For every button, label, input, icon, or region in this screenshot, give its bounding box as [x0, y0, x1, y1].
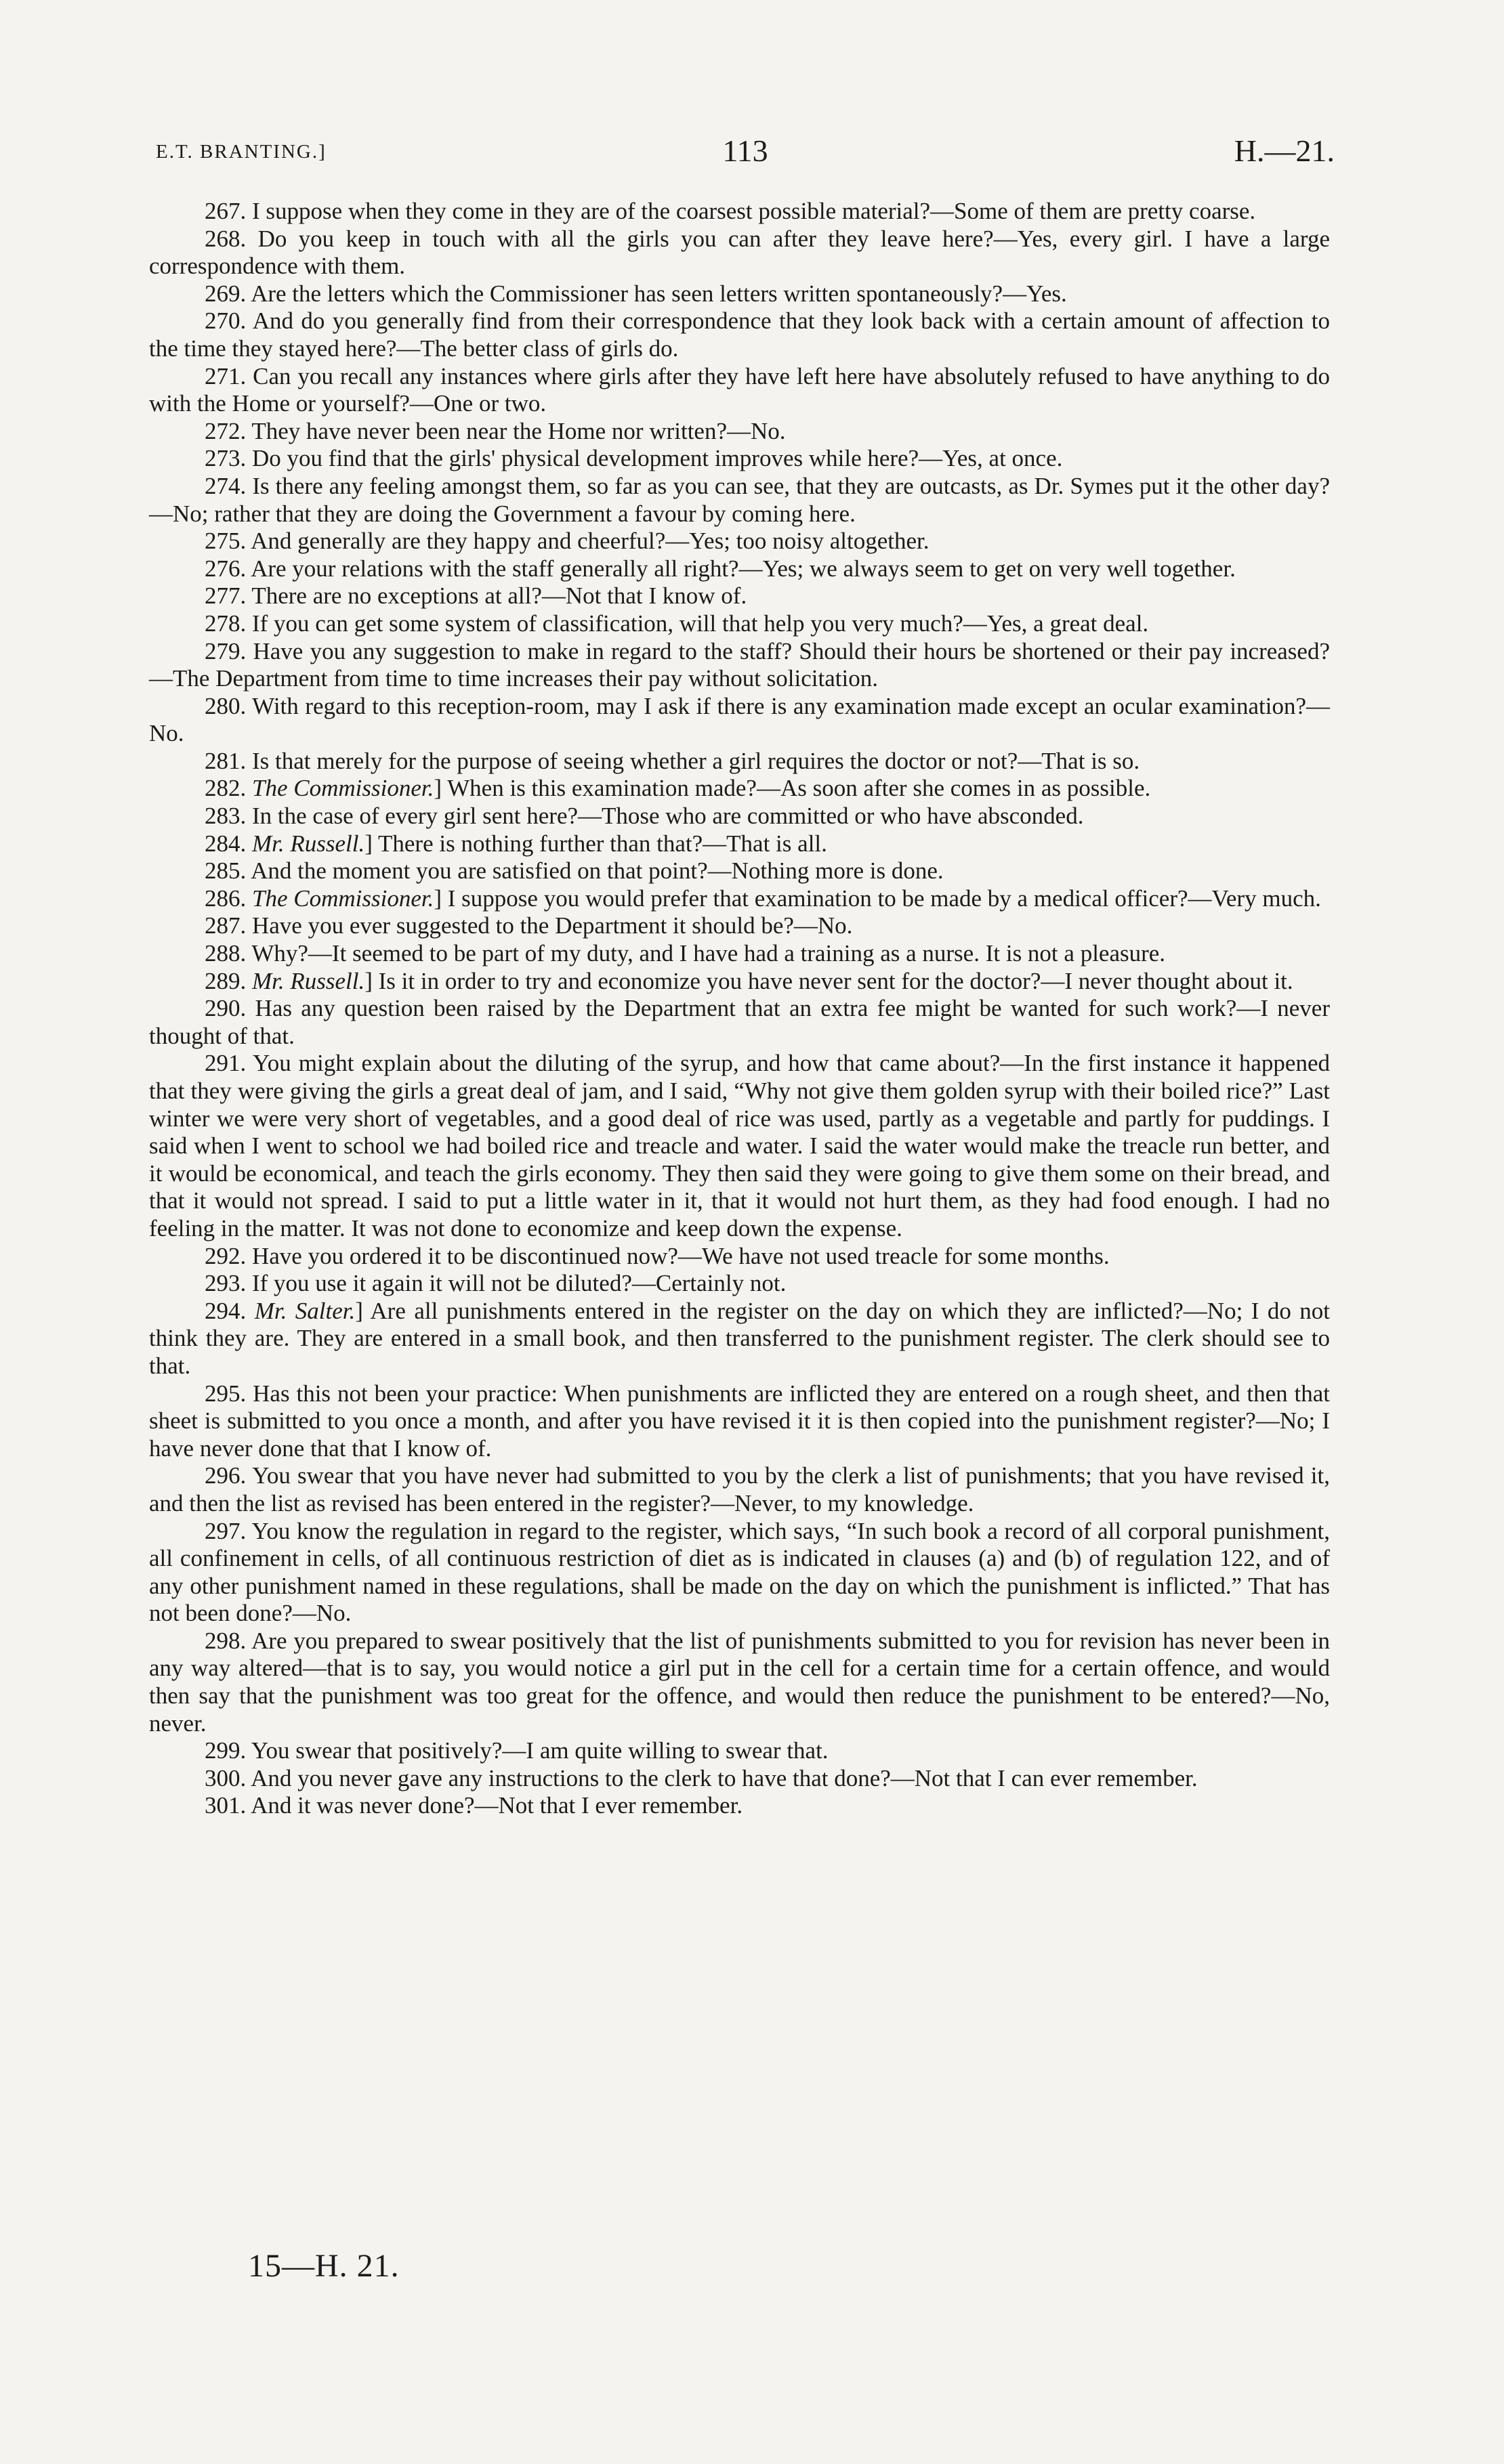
- testimony-paragraph: [149, 885, 1330, 913]
- testimony-paragraph: [149, 445, 1330, 473]
- testimony-paragraph: [149, 638, 1330, 693]
- paragraph-text: 280. With regard to this reception-room, may I ask if there is any examination made except an ocular examination?—No.: [149, 692, 1330, 747]
- paragraph-text: 292. Have you ordered it to be discontinued now?—We have not used treacle for some months.: [205, 1242, 1110, 1269]
- question-number: 294.: [205, 1297, 247, 1324]
- paragraph-text: 270. And do you generally find from their correspondence that they look back with a certain amount of affection to the time they stayed here?—The better class of girls do.: [149, 307, 1330, 362]
- testimony-paragraph: [149, 1243, 1330, 1271]
- paragraph-text: 287. Have you ever suggested to the Department it should be?—No.: [205, 912, 853, 939]
- paragraph-text: 269. Are the letters which the Commissioner has seen letters written spontaneously?—Yes.: [205, 280, 1067, 307]
- testimony-paragraph: [149, 830, 1330, 858]
- testimony-paragraph: [149, 857, 1330, 885]
- testimony-paragraph: [149, 226, 1330, 280]
- paragraph-text: 300. And you never gave any instructions to the clerk to have that done?—Not that I can ever remember.: [205, 1764, 1198, 1791]
- testimony-paragraph: [149, 528, 1330, 555]
- paragraph-text: 290. Has any question been raised by the Department that an extra fee might be wanted for such work?—I never thought of that.: [149, 995, 1330, 1049]
- testimony-paragraph: [149, 307, 1330, 362]
- testimony-paragraph: [149, 1050, 1330, 1242]
- question-number: 286.: [205, 885, 247, 912]
- sheet-signature: 15—H. 21.: [248, 2248, 400, 2284]
- speaker-name: The Commissioner.: [252, 775, 434, 802]
- testimony-paragraph: [149, 1518, 1330, 1628]
- testimony-paragraph: [149, 1298, 1330, 1380]
- testimony-paragraph: [149, 968, 1330, 996]
- testimony-paragraph: [149, 940, 1330, 968]
- testimony-body: [149, 198, 1330, 1820]
- paragraph-text: 274. Is there any feeling amongst them, so far as you can see, that they are outcasts, as Dr. Symes put it the other day?—No; rather that they are doing the Government a favour by coming here.: [149, 472, 1330, 527]
- paragraph-text: ] There is nothing further than that?—That is all.: [364, 830, 827, 857]
- speaker-name: Mr. Salter.: [254, 1297, 356, 1324]
- paragraph-text: 301. And it was never done?—Not that I ever remember.: [205, 1792, 743, 1819]
- testimony-paragraph: [149, 1462, 1330, 1517]
- testimony-paragraph: [149, 775, 1330, 803]
- testimony-paragraph: [149, 1765, 1330, 1793]
- paragraph-text: 296. You swear that you have never had submitted to you by the clerk a list of punishments; that you have revised it, and then the list as revised has been entered in the register?—Never, to my knowledge.: [149, 1462, 1330, 1516]
- paragraph-text: 273. Do you find that the girls' physical development improves while here?—Yes, at once.: [205, 445, 1063, 472]
- question-number: 289.: [205, 967, 247, 994]
- testimony-paragraph: [149, 803, 1330, 830]
- paragraph-text: 278. If you can get some system of classification, will that help you very much?—Yes, a great deal.: [205, 610, 1149, 637]
- testimony-paragraph: [149, 693, 1330, 748]
- testimony-paragraph: [149, 363, 1330, 418]
- paragraph-text: ] When is this examination made?—As soon after she comes in as possible.: [434, 775, 1151, 802]
- paragraph-text: 298. Are you prepared to swear positively that the list of punishments submitted to you for revision has never been in any way altered—that is to say, you would notice a girl put in the cell for a certain time for a certain offence, and would then say that the punishment was too great for the offence, and would then reduce the punishment to be entered?—No, never.: [149, 1627, 1330, 1737]
- paragraph-text: 285. And the moment you are satisfied on that point?—Nothing more is done.: [205, 857, 944, 885]
- paragraph-text: 291. You might explain about the diluting of the syrup, and how that came about?—In the first instance it happened that they were giving the girls a great deal of jam, and I said, “Why not give them golden syrup with their boiled rice?” Last winter we were very short of vegetables, and a good deal of rice was used, partly as a vegetable and partly for puddings. I said when I went to school we had boiled rice and treacle and water. I said the water would make the treacle run better, and it would be economical, and teach the girls economy. They then said they were going to give them some on their bread, and that it would not spread. I said to put a little water in it, that it would not hurt them, as they had food enough. I had no feeling in the matter. It was not done to economize and keep down the expense.: [149, 1050, 1330, 1241]
- page-header: [156, 133, 1335, 173]
- paragraph-text: 275. And generally are they happy and cheerful?—Yes; too noisy altogether.: [205, 528, 929, 555]
- paragraph-text: 293. If you use it again it will not be diluted?—Certainly not.: [205, 1270, 787, 1297]
- paragraph-text: ] Is it in order to try and economize you have never sent for the doctor?—I never thought about it.: [364, 967, 1293, 994]
- paragraph-text: ] Are all punishments entered in the register on the day on which they are inflicted?—No; I do not think they are. They are entered in a small book, and then transferred to the punishment register. The clerk should see to that.: [149, 1297, 1330, 1379]
- paragraph-text: 288. Why?—It seemed to be part of my duty, and I have had a training as a nurse. It is not a pleasure.: [205, 940, 1166, 967]
- paragraph-text: 295. Has this not been your practice: When punishments are inflicted they are entered on a rough sheet, and then that sheet is submitted to you once a month, and after you have revised it it is then copied into the punishment register?—No; I have never done that that I know of.: [149, 1380, 1330, 1462]
- paragraph-text: 297. You know the regulation in regard to the register, which says, “In such book a record of all corporal punishment, all confinement in cells, of all continuous restriction of diet as is indicated in clauses (a) and (b) of regulation 122, and of any other punishment named in these regulations, shall be made on the day on which the punishment is inflicted.” That has not been done?—No.: [149, 1517, 1330, 1627]
- paragraph-text: 271. Can you recall any instances where girls after they have left here have absolutely refused to have anything to do with the Home or yourself?—One or two.: [149, 362, 1330, 417]
- testimony-paragraph: [149, 610, 1330, 638]
- paragraph-text: ] I suppose you would prefer that examination to be made by a medical officer?—Very much.: [434, 885, 1321, 912]
- testimony-paragraph: [149, 280, 1330, 308]
- testimony-paragraph: [149, 1628, 1330, 1737]
- testimony-paragraph: [149, 555, 1330, 583]
- paragraph-text: 281. Is that merely for the purpose of seeing whether a girl requires the doctor or not?—That is so.: [205, 747, 1140, 774]
- question-number: 282.: [205, 775, 247, 802]
- paragraph-text: 268. Do you keep in touch with all the girls you can after they leave here?—Yes, every girl. I have a large correspondence with them.: [149, 225, 1330, 280]
- speaker-name: Mr. Russell.: [252, 830, 365, 857]
- question-number: 284.: [205, 830, 247, 857]
- testimony-paragraph: [149, 1737, 1330, 1765]
- paper-reference: H.—21.: [1234, 133, 1335, 168]
- paragraph-text: 283. In the case of every girl sent here?—Those who are committed or who have absconded.: [205, 803, 1084, 830]
- testimony-paragraph: [149, 1380, 1330, 1463]
- testimony-paragraph: [149, 1792, 1330, 1820]
- testimony-paragraph: [149, 1270, 1330, 1298]
- testimony-paragraph: [149, 912, 1330, 940]
- paragraph-text: 277. There are no exceptions at all?—Not that I know of.: [205, 582, 747, 610]
- paragraph-text: 299. You swear that positively?—I am quite willing to swear that.: [205, 1737, 829, 1764]
- testimony-paragraph: [149, 582, 1330, 610]
- page-number: 113: [722, 133, 768, 168]
- paragraph-text: 272. They have never been near the Home nor written?—No.: [205, 417, 786, 444]
- witness-name: E.T. BRANTING.]: [156, 141, 327, 163]
- testimony-paragraph: [149, 198, 1330, 226]
- speaker-name: The Commissioner.: [252, 885, 434, 912]
- speaker-name: Mr. Russell.: [252, 967, 365, 994]
- testimony-paragraph: [149, 418, 1330, 446]
- paragraph-text: 276. Are your relations with the staff generally all right?—Yes; we always seem to get on very well together.: [205, 555, 1236, 582]
- testimony-paragraph: [149, 748, 1330, 776]
- testimony-paragraph: [149, 995, 1330, 1050]
- testimony-paragraph: [149, 473, 1330, 528]
- paragraph-text: 267. I suppose when they come in they are of the coarsest possible material?—Some of them are pretty coarse.: [205, 198, 1256, 224]
- paragraph-text: 279. Have you any suggestion to make in regard to the staff? Should their hours be shortened or their pay increased?—The Department from time to time increases their pay without solicitation.: [149, 637, 1330, 692]
